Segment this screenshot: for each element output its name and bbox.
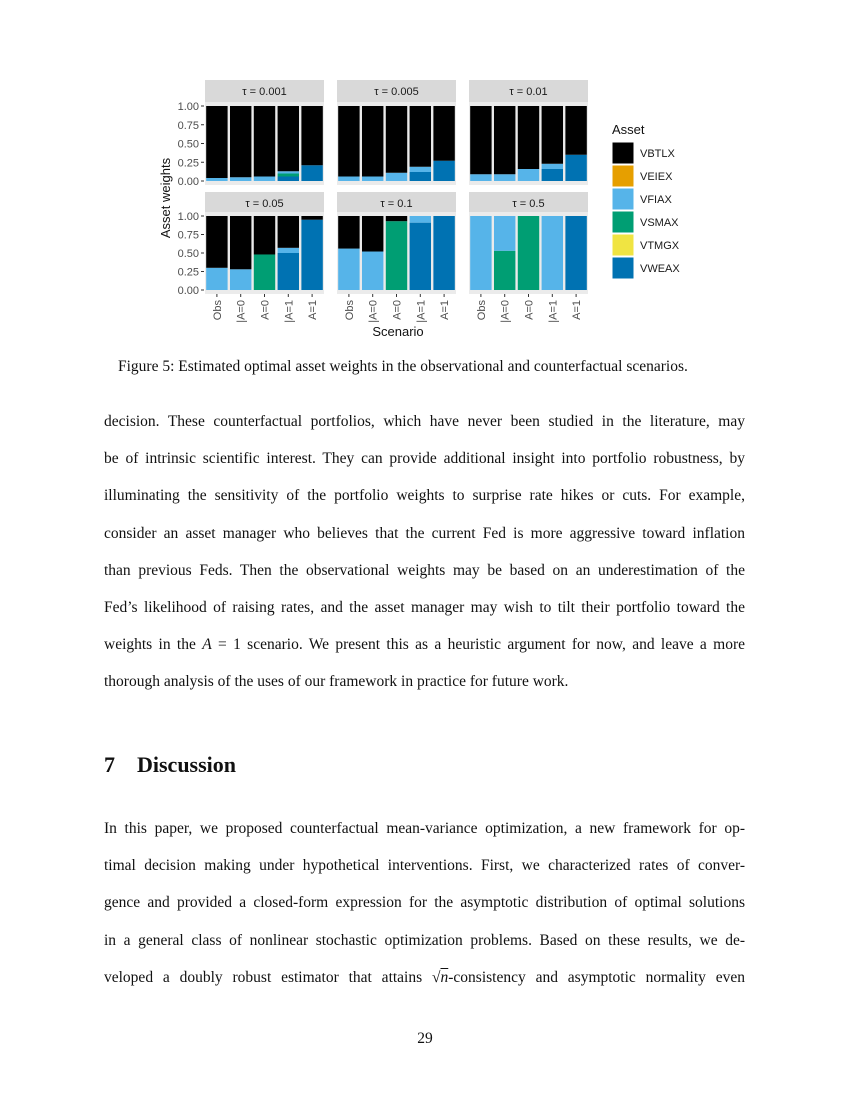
bar-segment-vweax <box>301 165 322 181</box>
bar-segment-vbtlx <box>433 106 454 161</box>
bar-segment-vbtlx <box>386 106 407 173</box>
bar-segment-vbtlx <box>230 106 251 177</box>
legend-label: VSMAX <box>640 217 679 229</box>
y-axis-title: Asset weights <box>158 157 173 239</box>
bar-segment-vbtlx <box>470 106 491 174</box>
y-tick-label: 0.00 <box>177 176 199 188</box>
y-tick-label: 1.00 <box>177 211 199 223</box>
y-tick-label: 1.00 <box>177 101 199 113</box>
x-tick-label: |A=1 <box>415 300 428 323</box>
bar-segment-vbtlx <box>362 216 383 252</box>
asset-weights-chart <box>0 70 850 350</box>
figure-caption: Figure 5: Estimated optimal asset weights in the observational and counterfactual scenarios. <box>118 358 688 375</box>
legend-title: Asset <box>612 122 645 137</box>
bar-segment-vbtlx <box>494 106 515 174</box>
y-tick-label: 0.25 <box>177 157 199 170</box>
x-tick-label: |A=0 <box>235 300 248 323</box>
legend-label: VBTLX <box>640 148 675 160</box>
text-line <box>104 626 745 663</box>
text-line: be of intrinsic scientific interest. They can provide additional insight into portfolio robustness, by <box>104 450 745 468</box>
bar-segment-vfiax <box>338 249 359 290</box>
bar-segment-vweax <box>278 177 299 182</box>
bar-segment-vbtlx <box>565 106 586 155</box>
math-var: A <box>202 636 212 654</box>
bar-segment-vweax <box>542 169 563 181</box>
text-line <box>104 959 745 996</box>
bar-segment-vweax <box>278 253 299 290</box>
bar-segment-vbtlx <box>386 216 407 221</box>
text-line: consider an asset manager who believes that the current Fed is more aggressive toward inflation <box>104 524 745 542</box>
y-tick-label: 0.75 <box>177 229 199 242</box>
x-tick-label: Obs <box>211 300 224 321</box>
section-number: 7 <box>104 752 115 777</box>
bar-segment-vfiax <box>278 171 299 173</box>
bar-segment-vweax <box>433 216 454 290</box>
bar-segment-vfiax <box>386 173 407 181</box>
y-tick-label: 0.25 <box>177 266 199 279</box>
y-tick-label: 0.50 <box>177 248 199 260</box>
bar-segment-vsmax <box>386 221 407 290</box>
bar-segment-vfiax <box>410 216 431 223</box>
legend-swatch-vfiax <box>612 188 634 210</box>
bar-segment-vweax <box>410 172 431 181</box>
bar-segment-vsmax <box>278 174 299 177</box>
text: weights in the <box>104 636 203 654</box>
bar-segment-vweax <box>565 155 586 181</box>
facet-label: τ = 0.005 <box>374 86 419 98</box>
bar-segment-vbtlx <box>230 216 251 269</box>
facet-label: τ = 0.5 <box>512 198 545 210</box>
bar-segment-vfiax <box>206 178 227 181</box>
x-tick-label: A=0 <box>391 300 404 320</box>
bar-segment-vbtlx <box>542 106 563 164</box>
x-tick-label: |A=1 <box>283 300 296 323</box>
legend-swatch-vtmgx <box>612 234 634 256</box>
text-line: In this paper, we proposed counterfactual mean-variance optimization, a new framework for op- <box>104 820 745 837</box>
bar-segment-vfiax <box>362 177 383 182</box>
bar-segment-vbtlx <box>254 216 275 254</box>
x-tick-label: Obs <box>475 300 488 321</box>
legend-label: VTMGX <box>640 240 680 252</box>
bar-segment-vfiax <box>518 169 539 181</box>
legend-swatch-vsmax <box>612 211 634 233</box>
bar-segment-vweax <box>433 161 454 181</box>
math-var: n <box>440 968 449 986</box>
paragraph-2 <box>104 810 745 996</box>
bar-segment-vbtlx <box>254 106 275 177</box>
bar-segment-vfiax <box>470 174 491 181</box>
bar-segment-vbtlx <box>338 106 359 177</box>
bar-segment-vfiax <box>542 164 563 169</box>
bar-segment-vfiax <box>230 177 251 181</box>
text: veloped a doubly robust estimator that attains <box>104 968 432 986</box>
x-tick-label: A=0 <box>259 300 272 320</box>
bar-segment-vweax <box>565 216 586 290</box>
bar-segment-vsmax <box>494 251 515 290</box>
bar-segment-vbtlx <box>301 106 322 165</box>
x-tick-label: Obs <box>343 300 356 321</box>
legend-swatch-vbtlx <box>612 142 634 164</box>
text-line: thorough analysis of the uses of our framework in practice for future work. <box>104 673 569 691</box>
bar-segment-vfiax <box>338 177 359 182</box>
text-line: decision. These counterfactual portfolios, which have never been studied in the literature, may <box>104 413 745 430</box>
sqrt-symbol: √ <box>431 968 441 986</box>
text-line: gence and provided a closed-form expression for the asymptotic distribution of optimal solutions <box>104 894 745 912</box>
bar-segment-vbtlx <box>278 106 299 171</box>
page-number: 29 <box>417 1030 433 1047</box>
text: -consistency and asymptotic normality even <box>448 968 745 986</box>
legend-swatch-vweax <box>612 257 634 279</box>
facet-label: τ = 0.05 <box>245 198 284 210</box>
bar-segment-vfiax <box>206 268 227 290</box>
bar-segment-vfiax <box>230 269 251 290</box>
y-tick-label: 0.50 <box>177 138 199 151</box>
x-tick-label: |A=0 <box>367 300 380 323</box>
x-tick-label: A=0 <box>523 300 536 320</box>
legend-label: VEIEX <box>640 171 673 183</box>
bar-segment-vbtlx <box>206 216 227 268</box>
legend-swatch-veiex <box>612 165 634 187</box>
x-tick-label: A=1 <box>571 300 584 320</box>
bar-segment-vsmax <box>254 254 275 290</box>
bar-segment-vbtlx <box>338 216 359 249</box>
x-tick-label: A=1 <box>439 300 452 320</box>
facet-label: τ = 0.01 <box>509 86 548 98</box>
bar-segment-vbtlx <box>278 216 299 248</box>
bar-segment-vbtlx <box>362 106 383 177</box>
bar-segment-vfiax <box>362 252 383 290</box>
section-heading <box>104 752 258 778</box>
text-line: timal decision making under hypothetical interventions. First, we characterized rates of conver- <box>104 857 745 875</box>
bar-segment-vfiax <box>410 167 431 172</box>
math-eq: = 1 <box>211 636 241 654</box>
bar-segment-vbtlx <box>206 106 227 178</box>
bar-segment-vfiax <box>494 174 515 181</box>
text-line: Fed’s likelihood of raising rates, and the asset manager may wish to tilt their portfolio toward the <box>104 598 745 616</box>
section-title: Discussion <box>137 752 237 777</box>
bar-segment-vfiax <box>254 177 275 182</box>
bar-segment-vbtlx <box>518 106 539 169</box>
bar-segment-vfiax <box>542 216 563 290</box>
bar-segment-vfiax <box>494 216 515 251</box>
y-tick-label: 0.75 <box>177 119 199 132</box>
bar-segment-vfiax <box>278 248 299 253</box>
legend-label: VFIAX <box>640 194 672 206</box>
legend-label: VWEAX <box>640 263 680 275</box>
text-line: in a general class of nonlinear stochastic optimization problems. Based on these results, we de- <box>104 931 745 949</box>
x-tick-label: |A=1 <box>547 300 560 323</box>
x-axis-title: Scenario <box>372 324 424 339</box>
bar-segment-vweax <box>410 223 431 290</box>
y-tick-label: 0.00 <box>177 285 199 297</box>
bar-segment-vfiax <box>470 216 491 290</box>
x-tick-label: |A=0 <box>499 300 512 323</box>
facet-label: τ = 0.001 <box>242 86 287 98</box>
bar-segment-vbtlx <box>410 106 431 167</box>
x-tick-label: A=1 <box>307 300 320 320</box>
text: scenario. We present this as a heuristic argument for now, and leave a more <box>240 636 745 654</box>
paragraph-1 <box>104 403 745 701</box>
text-line: than previous Feds. Then the observational weights may be based on an underestimation of the <box>104 561 745 579</box>
text-line: illuminating the sensitivity of the portfolio weights to surprise rate hikes or cuts. For example, <box>104 487 745 505</box>
bar-segment-vbtlx <box>301 216 322 220</box>
bar-segment-vsmax <box>518 216 539 290</box>
bar-segment-vweax <box>301 220 322 290</box>
facet-label: τ = 0.1 <box>380 198 413 210</box>
